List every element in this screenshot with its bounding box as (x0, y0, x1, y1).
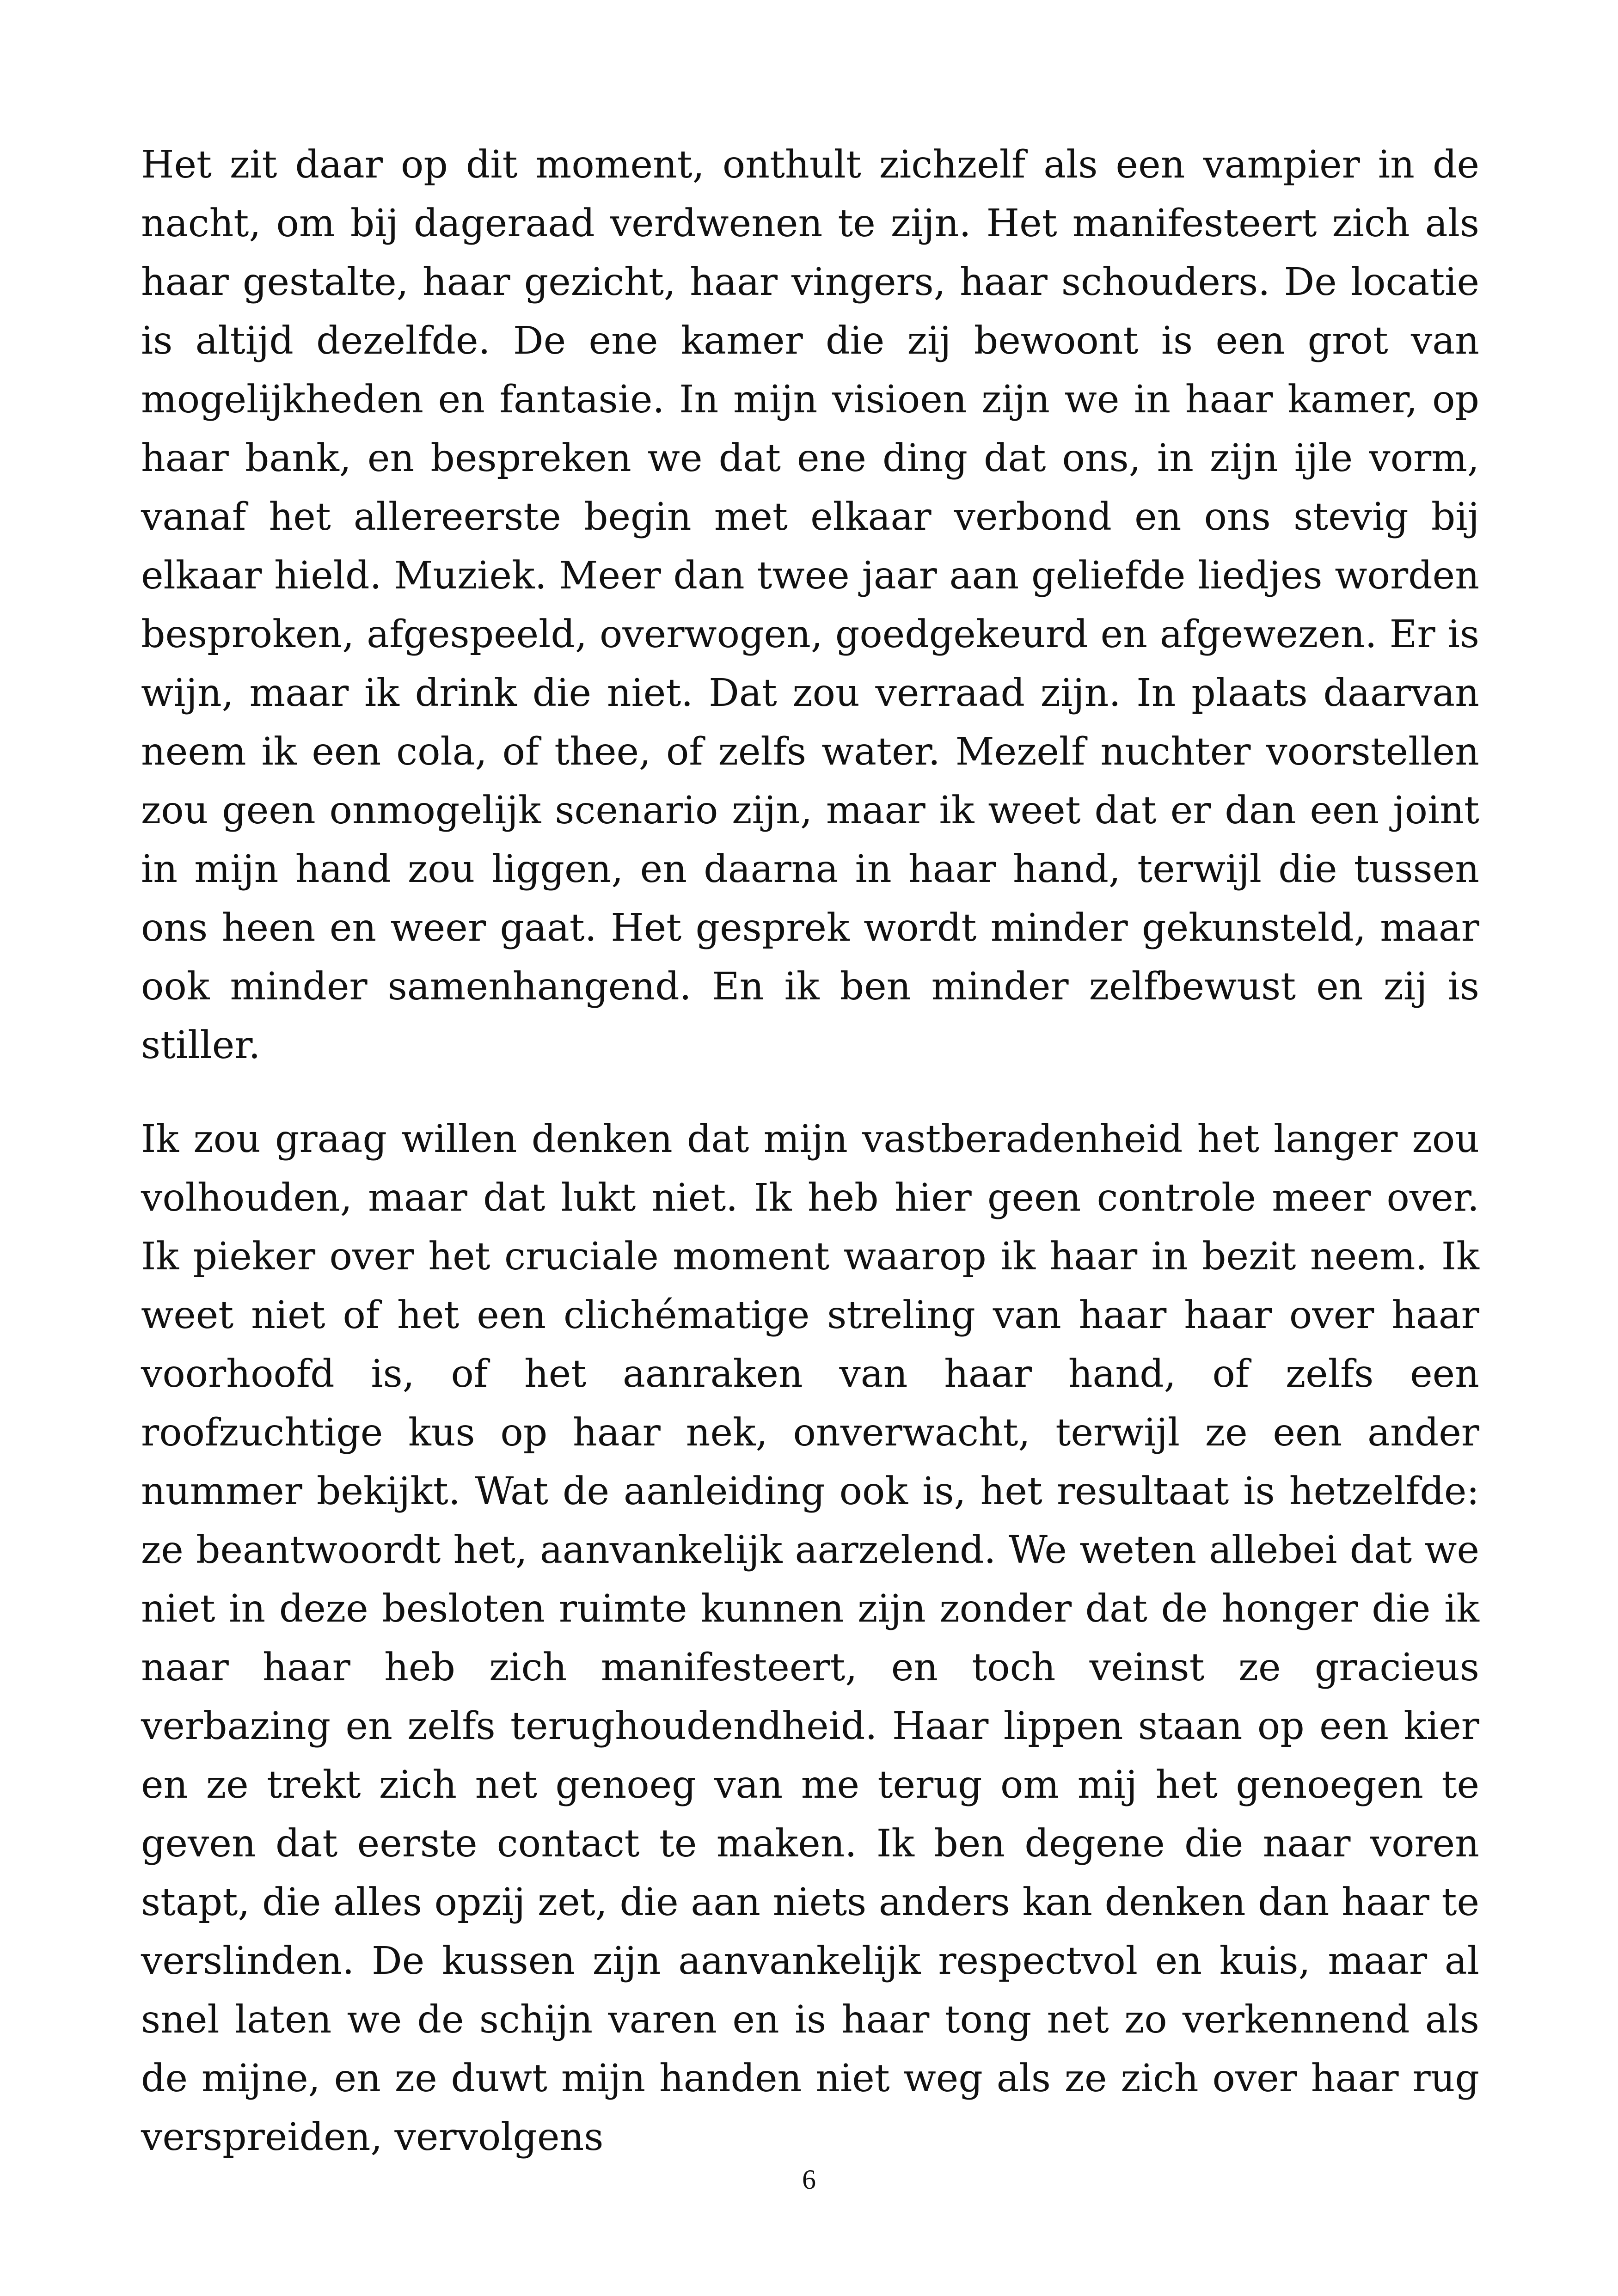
paragraph-1: Het zit daar op dit moment, onthult zichzelf als een vampier in de nacht, om bij dageraad verdwenen te zijn. Het manifesteert zich als haar gestalte, haar gezicht, haar vingers, haar schouders. De locatie is altijd dezelfde. De ene kamer die zij bewoont is een grot van mogelijkheden en fantasie. In mijn visioen zijn we in haar kamer, op haar bank, en bespreken we dat ene ding dat ons, in zijn ijle vorm, vanaf het allereerste begin met elkaar verbond en ons stevig bij elkaar hield. Muziek. Meer dan twee jaar aan geliefde liedjes worden besproken, afgespeeld, overwogen, goedgekeurd en afgewezen. Er is wijn, maar ik drink die niet. Dat zou verraad zijn. In plaats daarvan neem ik een cola, of thee, of zelfs water. Mezelf nuchter voorstellen zou geen onmogelijk scenario zijn, maar ik weet dat er dan een joint in mijn hand zou liggen, en daarna in haar hand, terwijl die tussen ons heen en weer gaat. Het gesprek wordt minder gekunsteld, maar ook minder samenhangend. En ik ben minder zelfbewust en zij is stiller. (141, 143, 1479, 1067)
page-number: 6 (802, 2164, 816, 2195)
paragraph-2: Ik zou graag willen denken dat mijn vastberadenheid het langer zou volhouden, maar dat lukt niet. Ik heb hier geen controle meer over. Ik pieker over het cruciale moment waarop ik haar in bezit neem. Ik weet niet of het een clichématige streling van haar haar over haar voorhoofd is, of het aanraken van haar hand, of zelfs een roofzuchtige kus op haar nek, onverwacht, terwijl ze een ander nummer bekijkt. Wat de aanleiding ook is, het resultaat is hetzelfde: ze beantwoordt het, aanvankelijk aarzelend. We weten allebei dat we niet in deze besloten ruimte kunnen zijn zonder dat de honger die ik naar haar heb zich manifesteert, en toch veinst ze gracieus verbazing en zelfs terughoudendheid. Haar lippen staan op een kier en ze trekt zich net genoeg van me terug om mij het genoegen te geven dat eerste contact te maken. Ik ben degene die naar voren stapt, die alles opzij zet, die aan niets anders kan denken dan haar te verslinden. De kussen zijn aanvankelijk respectvol en kuis, maar al snel laten we de schijn varen en is haar tong net zo verkennend als de mijne, en ze duwt mijn handen niet weg als ze zich over haar rug verspreiden, vervolgens (141, 1117, 1479, 2159)
body-text (141, 135, 1479, 2202)
